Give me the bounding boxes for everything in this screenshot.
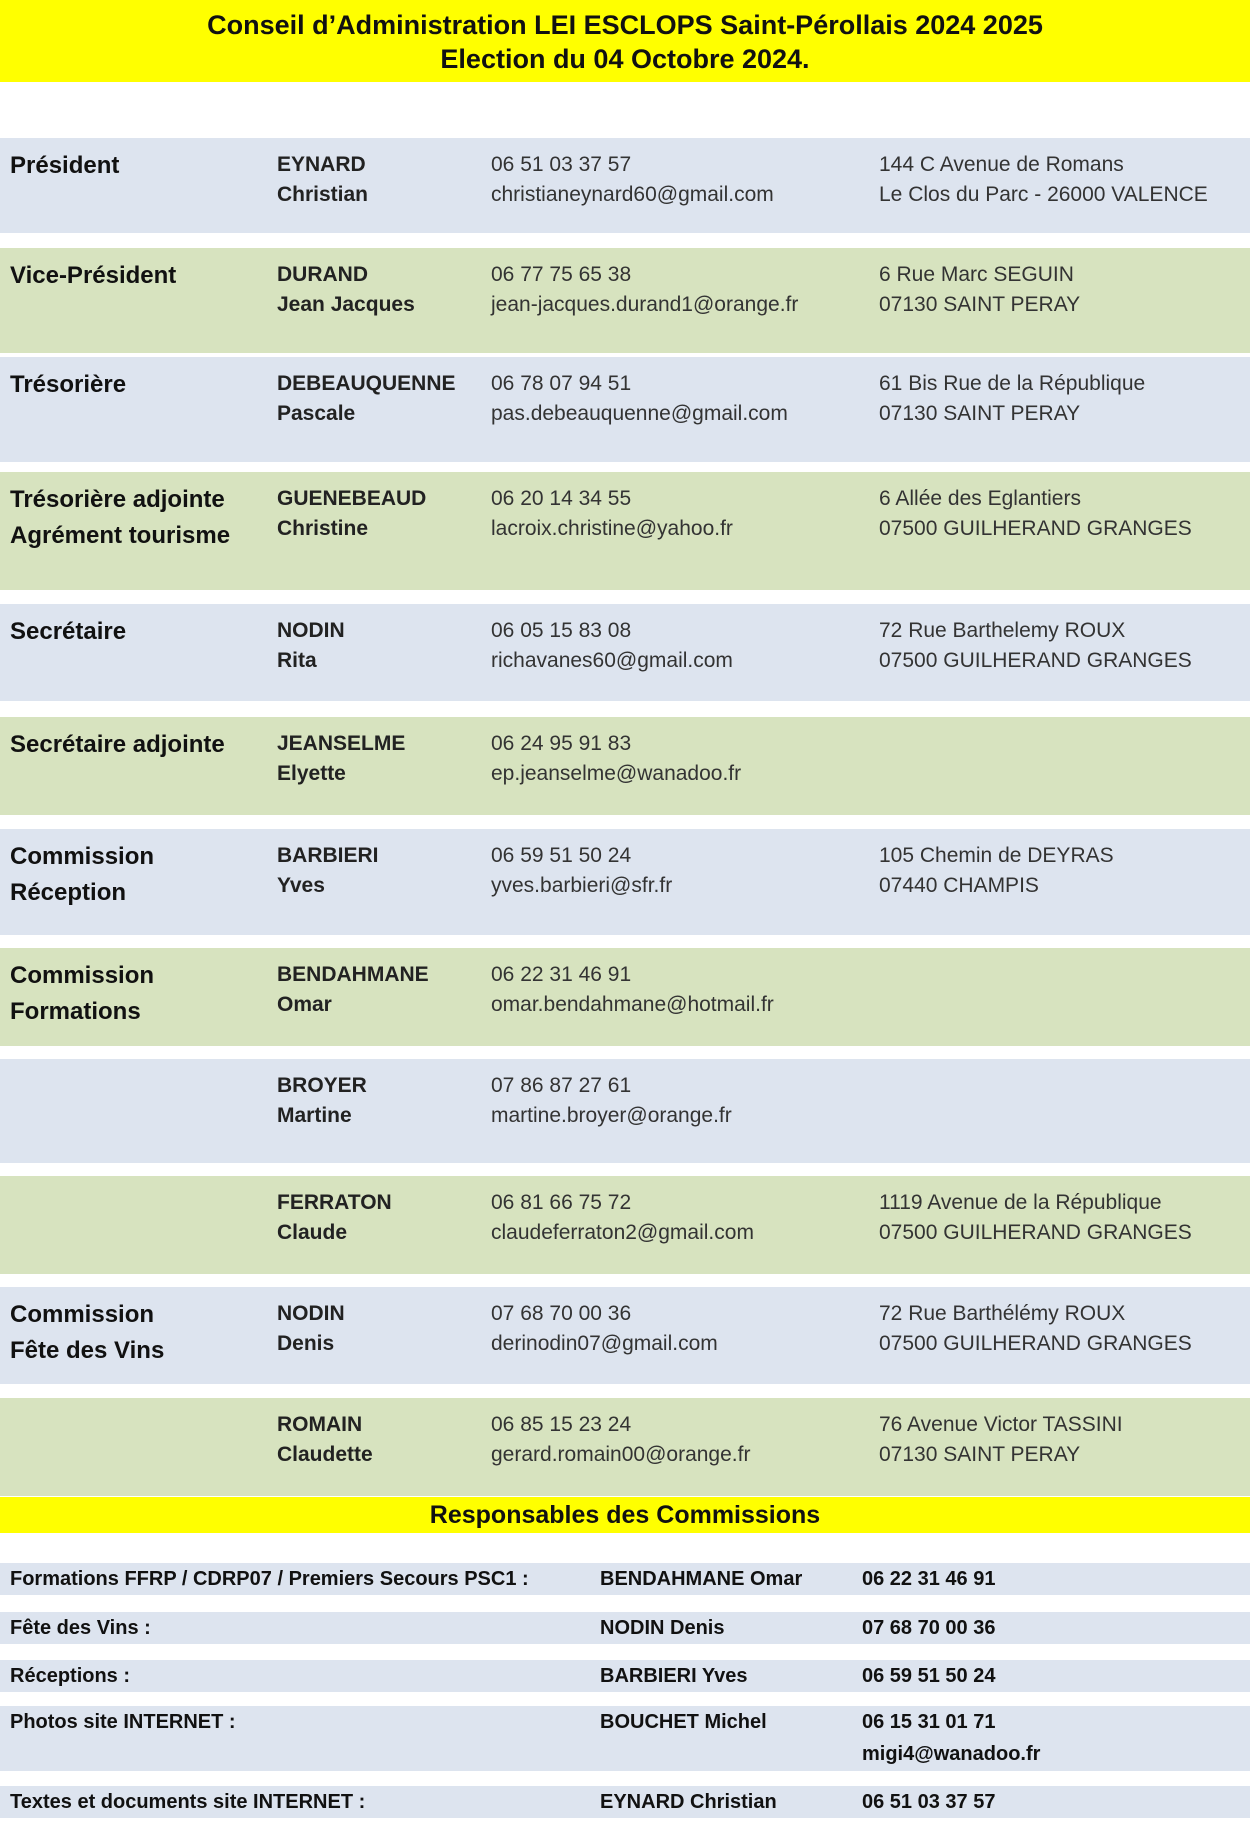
member-first-name: Claudette bbox=[277, 1443, 373, 1466]
member-role-line: Trésorière bbox=[10, 371, 127, 398]
member-phone: 06 24 95 91 83 bbox=[491, 732, 632, 755]
responsable-row bbox=[0, 1563, 1250, 1595]
member-role bbox=[10, 727, 270, 763]
member-first-name: Claude bbox=[277, 1221, 348, 1244]
responsable-row bbox=[0, 1706, 1250, 1771]
member-address-line: 07500 GUILHERAND GRANGES bbox=[879, 517, 1192, 540]
responsable-person: BENDAHMANE Omar bbox=[600, 1568, 803, 1590]
member-contact bbox=[491, 616, 871, 676]
member-email: derinodin07@gmail.com bbox=[491, 1332, 718, 1355]
member-contact bbox=[491, 960, 871, 1020]
member-last-name: DURAND bbox=[277, 263, 368, 286]
member-first-name: Christian bbox=[277, 183, 369, 206]
responsable-person: BARBIERI Yves bbox=[600, 1665, 748, 1687]
member-row bbox=[0, 248, 1250, 353]
member-role bbox=[10, 1297, 270, 1369]
member-last-name: BENDAHMANE bbox=[277, 963, 429, 986]
responsable-commission: Photos site INTERNET : bbox=[10, 1711, 236, 1733]
member-row bbox=[0, 1059, 1250, 1163]
member-role bbox=[10, 839, 270, 911]
member-phone: 06 77 75 65 38 bbox=[491, 263, 632, 286]
member-role-line: Président bbox=[10, 152, 120, 179]
responsables-title: Responsables des Commissions bbox=[0, 1497, 1250, 1533]
member-role-line: Secrétaire adjointe bbox=[10, 731, 225, 758]
responsable-phone-line: 06 59 51 50 24 bbox=[862, 1665, 996, 1687]
responsable-phone bbox=[862, 1786, 995, 1818]
member-last-name: BARBIERI bbox=[277, 844, 379, 867]
member-address-line: 07130 SAINT PERAY bbox=[879, 1443, 1081, 1466]
responsable-commission: Textes et documents site INTERNET : bbox=[10, 1791, 366, 1813]
header-title: Conseil d’Administration LEI ESCLOPS Saint-Pérollais 2024 2025 bbox=[207, 10, 1043, 40]
member-row bbox=[0, 138, 1250, 233]
member-role-line: Formations bbox=[10, 998, 141, 1025]
document-header bbox=[0, 0, 1250, 82]
member-contact bbox=[491, 369, 871, 429]
member-phone: 07 86 87 27 61 bbox=[491, 1074, 632, 1097]
member-first-name: Omar bbox=[277, 993, 332, 1016]
member-last-name: FERRATON bbox=[277, 1191, 392, 1214]
member-name bbox=[277, 150, 487, 210]
member-row bbox=[0, 948, 1250, 1046]
member-address-line: 6 Rue Marc SEGUIN bbox=[879, 263, 1074, 286]
member-phone: 06 59 51 50 24 bbox=[491, 844, 632, 867]
member-role bbox=[10, 958, 270, 1030]
responsable-commission: Réceptions : bbox=[10, 1665, 131, 1687]
member-last-name: EYNARD bbox=[277, 153, 366, 176]
member-email: gerard.romain00@orange.fr bbox=[491, 1443, 751, 1466]
member-email: martine.broyer@orange.fr bbox=[491, 1104, 732, 1127]
responsable-phone-line: migi4@wanadoo.fr bbox=[862, 1743, 1041, 1765]
member-phone: 06 85 15 23 24 bbox=[491, 1413, 632, 1436]
member-email: ep.jeanselme@wanadoo.fr bbox=[491, 762, 742, 785]
member-row bbox=[0, 1287, 1250, 1384]
member-first-name: Yves bbox=[277, 874, 325, 897]
member-role-line: Trésorière adjointe bbox=[10, 486, 225, 513]
member-phone: 06 22 31 46 91 bbox=[491, 963, 632, 986]
member-contact bbox=[491, 841, 871, 901]
responsable-commission: Formations FFRP / CDRP07 / Premiers Secours PSC1 : bbox=[10, 1568, 529, 1590]
member-first-name: Elyette bbox=[277, 762, 346, 785]
member-name bbox=[277, 729, 487, 789]
member-phone: 06 51 03 37 57 bbox=[491, 153, 632, 176]
member-row bbox=[0, 1398, 1250, 1496]
responsable-phone bbox=[862, 1563, 995, 1595]
member-email: yves.barbieri@sfr.fr bbox=[491, 874, 673, 897]
member-role bbox=[10, 614, 270, 650]
member-name bbox=[277, 841, 487, 901]
member-address-line: 1119 Avenue de la République bbox=[879, 1191, 1162, 1214]
member-role bbox=[10, 482, 270, 554]
member-role bbox=[10, 148, 270, 184]
member-address bbox=[879, 484, 1249, 544]
member-address-line: 07130 SAINT PERAY bbox=[879, 293, 1081, 316]
member-address bbox=[879, 841, 1249, 901]
member-row bbox=[0, 604, 1250, 701]
member-phone: 07 68 70 00 36 bbox=[491, 1302, 632, 1325]
responsable-phone-line: 06 51 03 37 57 bbox=[862, 1791, 996, 1813]
member-address-line: 61 Bis Rue de la République bbox=[879, 372, 1146, 395]
member-name bbox=[277, 1071, 487, 1131]
member-address bbox=[879, 369, 1249, 429]
responsable-phone bbox=[862, 1660, 995, 1692]
member-address bbox=[879, 616, 1249, 676]
responsable-phone-line: 06 15 31 01 71 bbox=[862, 1711, 996, 1733]
member-email: christianeynard60@gmail.com bbox=[491, 183, 774, 206]
responsable-row bbox=[0, 1786, 1250, 1818]
member-address bbox=[879, 1188, 1249, 1248]
member-email: claudeferraton2@gmail.com bbox=[491, 1221, 754, 1244]
member-first-name: Jean Jacques bbox=[277, 293, 415, 316]
responsable-person: EYNARD Christian bbox=[600, 1791, 777, 1813]
member-address-line: Le Clos du Parc - 26000 VALENCE bbox=[879, 183, 1208, 206]
member-contact bbox=[491, 150, 871, 210]
member-role bbox=[10, 367, 270, 403]
member-email: pas.debeauquenne@gmail.com bbox=[491, 402, 788, 425]
member-last-name: ROMAIN bbox=[277, 1413, 363, 1436]
member-contact bbox=[491, 1188, 871, 1248]
member-contact bbox=[491, 1071, 871, 1131]
member-phone: 06 05 15 83 08 bbox=[491, 619, 632, 642]
member-first-name: Denis bbox=[277, 1332, 335, 1355]
responsable-phone bbox=[862, 1706, 1040, 1770]
responsable-person: NODIN Denis bbox=[600, 1617, 725, 1639]
member-email: richavanes60@gmail.com bbox=[491, 649, 733, 672]
responsable-row bbox=[0, 1612, 1250, 1644]
member-contact bbox=[491, 484, 871, 544]
member-row bbox=[0, 829, 1250, 935]
member-role-line: Agrément tourisme bbox=[10, 522, 231, 549]
member-first-name: Pascale bbox=[277, 402, 356, 425]
member-address-line: 72 Rue Barthelemy ROUX bbox=[879, 619, 1126, 642]
member-last-name: DEBEAUQUENNE bbox=[277, 372, 456, 395]
member-contact bbox=[491, 729, 871, 789]
member-phone: 06 81 66 75 72 bbox=[491, 1191, 632, 1214]
member-role-line: Réception bbox=[10, 879, 127, 906]
member-first-name: Rita bbox=[277, 649, 317, 672]
member-name bbox=[277, 1188, 487, 1248]
member-row bbox=[0, 357, 1250, 462]
member-address-line: 07500 GUILHERAND GRANGES bbox=[879, 1221, 1192, 1244]
member-name bbox=[277, 369, 487, 429]
member-name bbox=[277, 260, 487, 320]
member-name bbox=[277, 1299, 487, 1359]
member-role-line: Commission bbox=[10, 843, 155, 870]
member-name bbox=[277, 616, 487, 676]
member-address-line: 6 Allée des Eglantiers bbox=[879, 487, 1081, 510]
responsable-commission: Fête des Vins : bbox=[10, 1617, 151, 1639]
member-phone: 06 78 07 94 51 bbox=[491, 372, 632, 395]
member-address-line: 144 C Avenue de Romans bbox=[879, 153, 1124, 176]
member-address bbox=[879, 1410, 1249, 1470]
responsable-phone-line: 07 68 70 00 36 bbox=[862, 1617, 996, 1639]
member-address bbox=[879, 150, 1249, 210]
member-email: omar.bendahmane@hotmail.fr bbox=[491, 993, 774, 1016]
member-address bbox=[879, 260, 1249, 320]
member-contact bbox=[491, 260, 871, 320]
member-last-name: NODIN bbox=[277, 619, 345, 642]
responsable-phone bbox=[862, 1612, 995, 1644]
member-address-line: 72 Rue Barthélémy ROUX bbox=[879, 1302, 1126, 1325]
member-address-line: 07130 SAINT PERAY bbox=[879, 402, 1081, 425]
member-role-line: Vice-Président bbox=[10, 262, 177, 289]
member-first-name: Martine bbox=[277, 1104, 352, 1127]
member-last-name: GUENEBEAUD bbox=[277, 487, 427, 510]
member-role-line: Commission bbox=[10, 962, 155, 989]
responsable-person: BOUCHET Michel bbox=[600, 1711, 767, 1733]
member-role bbox=[10, 258, 270, 294]
member-address-line: 105 Chemin de DEYRAS bbox=[879, 844, 1114, 867]
member-row bbox=[0, 1176, 1250, 1274]
header-election-date: Election du 04 Octobre 2024. bbox=[440, 44, 810, 74]
member-first-name: Christine bbox=[277, 517, 369, 540]
member-role-line: Fête des Vins bbox=[10, 1337, 165, 1364]
member-address-line: 07500 GUILHERAND GRANGES bbox=[879, 649, 1192, 672]
member-address-line: 07440 CHAMPIS bbox=[879, 874, 1039, 897]
member-last-name: BROYER bbox=[277, 1074, 367, 1097]
member-name bbox=[277, 484, 487, 544]
member-name bbox=[277, 960, 487, 1020]
member-last-name: NODIN bbox=[277, 1302, 345, 1325]
member-address bbox=[879, 1299, 1249, 1359]
member-contact bbox=[491, 1299, 871, 1359]
member-email: lacroix.christine@yahoo.fr bbox=[491, 517, 733, 540]
member-contact bbox=[491, 1410, 871, 1470]
member-last-name: JEANSELME bbox=[277, 732, 406, 755]
member-address-line: 07500 GUILHERAND GRANGES bbox=[879, 1332, 1192, 1355]
member-email: jean-jacques.durand1@orange.fr bbox=[491, 293, 799, 316]
responsable-row bbox=[0, 1660, 1250, 1692]
member-role-line: Commission bbox=[10, 1301, 155, 1328]
member-role-line: Secrétaire bbox=[10, 618, 127, 645]
member-name bbox=[277, 1410, 487, 1470]
member-row bbox=[0, 717, 1250, 815]
member-row bbox=[0, 472, 1250, 590]
responsable-phone-line: 06 22 31 46 91 bbox=[862, 1568, 996, 1590]
member-phone: 06 20 14 34 55 bbox=[491, 487, 632, 510]
member-address-line: 76 Avenue Victor TASSINI bbox=[879, 1413, 1123, 1436]
